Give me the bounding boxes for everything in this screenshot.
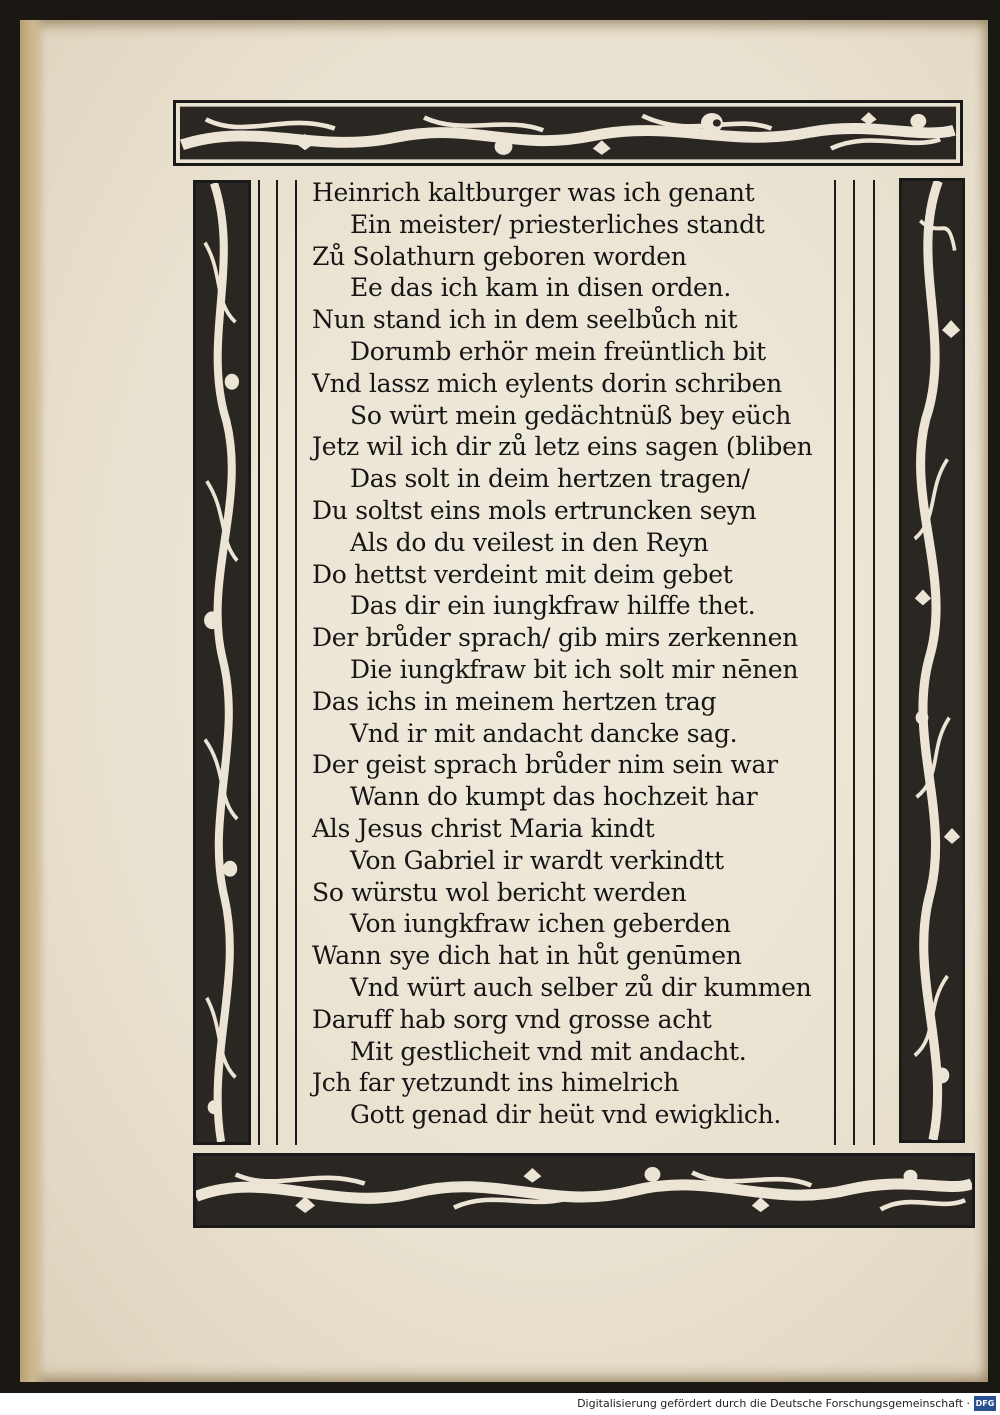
frame-rule — [834, 180, 836, 1145]
frame-rule — [295, 180, 297, 1145]
verse-line: Als do du veilest in den Reyn — [350, 527, 709, 557]
verse-line: Nun stand ich in dem seelbůch nit — [312, 305, 738, 335]
verse-line: Jch far yetzundt ins himelrich — [312, 1068, 679, 1098]
verse-line: Als Jesus christ Maria kindt — [312, 814, 655, 843]
verse-line: Der brůder sprach/ gib mirs zerkennen — [312, 623, 798, 653]
verse-line: Das solt in deim hertzen tragen/ — [350, 464, 750, 494]
woodcut-border-bottom — [193, 1153, 975, 1228]
verse-line: Gott genad dir heüt vnd ewigklich. — [350, 1100, 782, 1130]
verse-line: Do hettst verdeint mit deim gebet — [312, 559, 733, 589]
verse-line: Von iungkfraw ichen geberden — [350, 909, 731, 939]
verse-line: Die iungkfraw bit ich solt mir nēnen — [350, 655, 799, 684]
frame-rule — [853, 180, 855, 1145]
verse-line: Vnd würt auch selber zů dir kummen — [350, 973, 812, 1002]
dfg-logo: DFG — [974, 1396, 996, 1411]
verse-line: So würstu wol bericht werden — [312, 877, 687, 907]
verse-line: Ein meister/ priesterliches standt — [350, 209, 765, 239]
vine-ornament-bottom — [196, 1156, 972, 1225]
verse-line: Das ichs in meinem hertzen trag — [312, 686, 717, 716]
verse-line: Der geist sprach brůder nim sein war — [312, 750, 778, 780]
verse-line: Ee das ich kam in disen orden. — [350, 273, 731, 303]
woodcut-border-top — [173, 100, 963, 166]
poem-text-block — [312, 178, 832, 1138]
verse-line: Vnd ir mit andacht dancke sag. — [350, 718, 738, 748]
verse-line: Dorumb erhör mein freüntlich bit — [350, 337, 766, 366]
verse-line: Jetz wil ich dir zů letz eins sagen (bliben — [312, 432, 813, 462]
verse-line: Wann do kumpt das hochzeit har — [350, 782, 758, 812]
vine-ornament-top — [176, 103, 960, 163]
footer-bar — [0, 1393, 1000, 1415]
paper-edge-shadow — [20, 20, 46, 1382]
woodcut-border-right — [899, 178, 965, 1143]
verse-line: Heinrich kaltburger was ich genant — [312, 178, 755, 207]
verse-line: Zů Solathurn geboren worden — [312, 241, 687, 271]
vine-ornament-right — [902, 181, 962, 1140]
verse-line: Von Gabriel ir wardt verkindtt — [350, 845, 724, 875]
frame-rule — [258, 180, 260, 1145]
verse-line: Das dir ein iungkfraw hilffe thet. — [350, 591, 756, 621]
frame-rule — [276, 180, 278, 1145]
woodcut-border-left — [193, 180, 251, 1145]
verse-line: Du soltst eins mols ertruncken seyn — [312, 496, 757, 525]
verse-line: Daruff hab sorg vnd grosse acht — [312, 1004, 712, 1034]
verse-line: Wann sye dich hat in hůt genūmen — [312, 941, 742, 971]
digitization-credit: Digitalisierung gefördert durch die Deutsche Forschungsgemeinschaft · — [577, 1397, 970, 1410]
verse-line: Vnd lassz mich eylents dorin schriben — [312, 368, 782, 398]
frame-rule — [873, 180, 875, 1145]
verse-line: Mit gestlicheit vnd mit andacht. — [350, 1036, 747, 1066]
vine-ornament-left — [196, 183, 248, 1142]
verse-line: So würt mein gedächtnüß bey eüch — [350, 400, 792, 430]
